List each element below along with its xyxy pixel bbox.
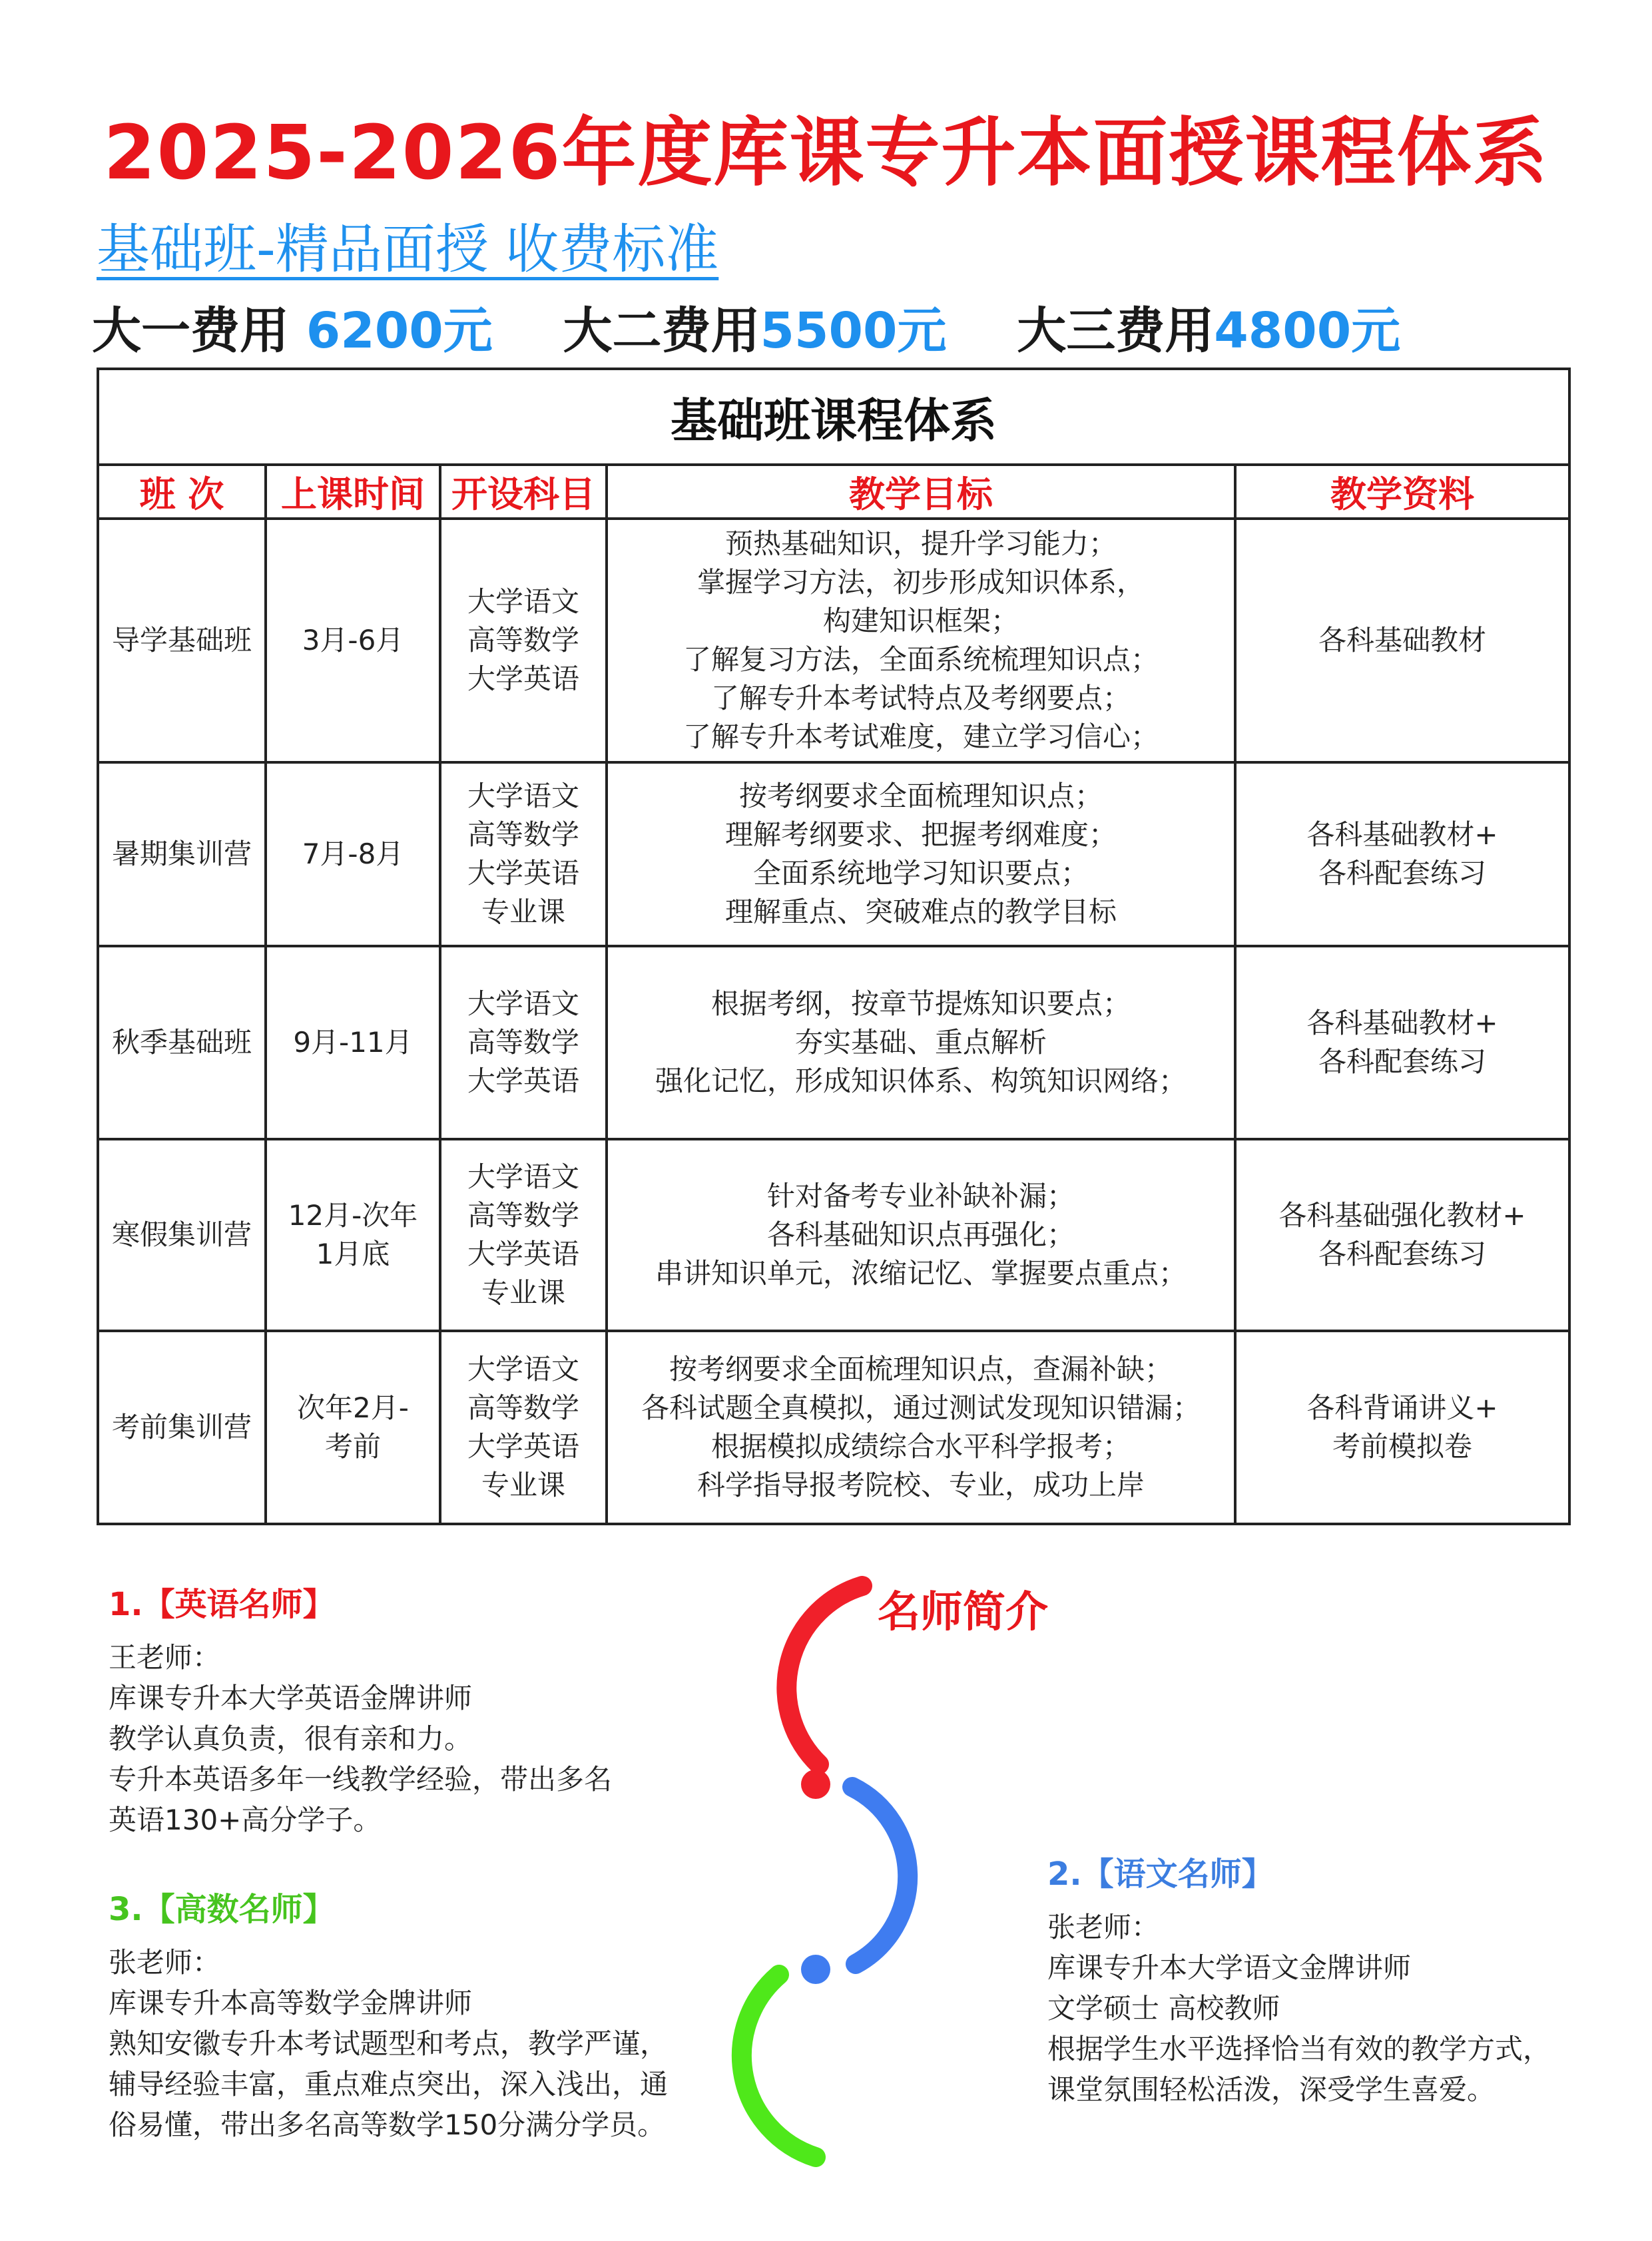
subjects-cell xyxy=(440,519,607,762)
subjects-cell-line: 高等数学 xyxy=(467,1391,579,1424)
table-header-row xyxy=(98,465,1569,519)
subjects-cell-line: 大学英语 xyxy=(467,1238,579,1270)
subjects-cell-line: 高等数学 xyxy=(467,624,579,656)
goals-cell-line: 理解重点、突破难点的教学目标 xyxy=(724,895,1117,928)
fee-amount: 6200元 xyxy=(289,302,493,360)
course-table xyxy=(97,368,1571,1525)
materials-cell xyxy=(1235,762,1569,946)
table-row xyxy=(98,1139,1569,1331)
teacher-line: 库课专升本高等数学金牌讲师 xyxy=(109,1987,473,2019)
subjects-cell-line: 大学英语 xyxy=(467,662,579,695)
materials-cell xyxy=(1235,519,1569,762)
class-name-cell: 寒假集训营 xyxy=(98,1139,266,1331)
goals-cell-line: 串讲知识单元，浓缩记忆、掌握要点重点； xyxy=(655,1257,1187,1290)
subjects-cell-line: 大学语文 xyxy=(467,1353,579,1385)
goals-cell-line: 强化记忆，形成知识体系、构筑知识网络； xyxy=(655,1065,1187,1097)
column-header: 教学目标 xyxy=(607,465,1235,519)
fee-year2 xyxy=(563,292,947,362)
goals-cell-line: 了解专升本考试特点及考纲要点； xyxy=(710,682,1131,714)
math-teacher-heading: 3.【高数名师】 xyxy=(109,1891,335,1928)
fee-label: 大二费用 xyxy=(563,302,760,360)
subjects-cell-line: 大学语文 xyxy=(467,585,579,618)
subjects-cell xyxy=(440,1139,607,1331)
table-row xyxy=(98,519,1569,762)
teacher-line: 熟知安徽专升本考试题型和考点，教学严谨， xyxy=(109,2027,669,2060)
class-name-cell: 导学基础班 xyxy=(98,519,266,762)
materials-cell-line: 各科背诵讲义+ xyxy=(1306,1391,1498,1424)
table-title: 基础班课程体系 xyxy=(98,369,1569,465)
materials-cell xyxy=(1235,946,1569,1139)
table-row xyxy=(98,762,1569,946)
goals-cell-line: 科学指导报考院校、专业，成功上岸 xyxy=(696,1469,1145,1501)
red-arc xyxy=(786,1586,862,1764)
teacher-intro-title: 名师简介 xyxy=(878,1588,1048,1637)
schedule-cell-line: 考前 xyxy=(324,1430,381,1463)
teacher-line: 文学硕士 高校教师 xyxy=(1047,1992,1280,2025)
table-row xyxy=(98,1331,1569,1524)
goals-cell-line: 理解考纲要求、把握考纲难度； xyxy=(724,818,1117,851)
goals-cell-line: 各科基础知识点再强化； xyxy=(766,1218,1075,1251)
teacher-line: 课堂氛围轻松活泼，深受学生喜爱。 xyxy=(1047,2073,1496,2106)
fee-list xyxy=(92,292,1454,362)
materials-cell xyxy=(1235,1331,1569,1524)
fee-label: 大一费用 xyxy=(92,302,289,360)
english-teacher-heading: 1.【英语名师】 xyxy=(109,1586,335,1623)
schedule-cell xyxy=(266,519,440,762)
goals-cell xyxy=(607,1331,1235,1524)
math-teacher-section xyxy=(109,1889,668,2145)
goals-cell xyxy=(607,519,1235,762)
blue-arc xyxy=(852,1787,908,1964)
subjects-cell xyxy=(440,1331,607,1524)
subjects-cell xyxy=(440,762,607,946)
schedule-cell xyxy=(266,946,440,1139)
class-name-cell: 考前集训营 xyxy=(98,1331,266,1524)
class-name-cell: 秋季基础班 xyxy=(98,946,266,1139)
schedule-cell-line: 12月-次年 xyxy=(288,1199,418,1232)
subjects-cell-line: 高等数学 xyxy=(467,1199,579,1232)
materials-cell-line: 考前模拟卷 xyxy=(1332,1430,1472,1463)
teacher-line: 教学认真负责，很有亲和力。 xyxy=(109,1722,473,1755)
goals-cell-line: 根据模拟成绩综合水平科学报考； xyxy=(710,1430,1131,1463)
pricing-subtitle: 基础班-精品面授 收费标准 xyxy=(97,218,719,280)
materials-cell-line: 各科基础教材 xyxy=(1318,624,1486,656)
subjects-cell-line: 大学语文 xyxy=(467,1160,579,1193)
fee-year3 xyxy=(1017,292,1400,362)
teacher-line: 库课专升本大学语文金牌讲师 xyxy=(1047,1951,1412,1984)
green-arc xyxy=(742,1975,816,2157)
fee-amount: 4800元 xyxy=(1214,302,1401,360)
goals-cell-line: 针对备考专业补缺补漏； xyxy=(766,1180,1075,1212)
subjects-cell-line: 大学英语 xyxy=(467,857,579,889)
schedule-cell-line: 9月-11月 xyxy=(293,1026,413,1059)
goals-cell-line: 掌握学习方法，初步形成知识体系， xyxy=(696,566,1145,599)
teacher-line: 专升本英语多年一线教学经验，带出多名 xyxy=(109,1763,613,1796)
schedule-cell-line: 3月-6月 xyxy=(302,624,404,656)
table-row xyxy=(98,946,1569,1139)
fee-amount: 5500元 xyxy=(760,302,947,360)
page-title: 2025-2026年度库课专升本面授课程体系 xyxy=(103,110,1549,196)
materials-cell-line: 各科基础教材+ xyxy=(1306,1007,1498,1039)
subjects-cell-line: 专业课 xyxy=(481,895,565,928)
goals-cell-line: 了解专升本考试难度，建立学习信心； xyxy=(683,720,1159,753)
teacher-line: 辅导经验丰富，重点难点突出，深入浅出，通 xyxy=(109,2068,669,2101)
goals-cell xyxy=(607,762,1235,946)
materials-cell xyxy=(1235,1139,1569,1331)
schedule-cell xyxy=(266,762,440,946)
subjects-cell-line: 专业课 xyxy=(481,1469,565,1501)
blue-dot xyxy=(801,1955,830,1984)
subjects-cell xyxy=(440,946,607,1139)
column-header: 开设科目 xyxy=(440,465,607,519)
schedule-cell-line: 次年2月- xyxy=(297,1391,409,1424)
schedule-cell xyxy=(266,1331,440,1524)
goals-cell-line: 预热基础知识，提升学习能力； xyxy=(724,527,1117,560)
teacher-line: 王老师： xyxy=(109,1641,221,1674)
goals-cell-line: 各科试题全真模拟，通过测试发现知识错漏； xyxy=(641,1391,1201,1424)
goals-cell xyxy=(607,946,1235,1139)
column-header: 班 次 xyxy=(98,465,266,519)
s-curve-decoration xyxy=(692,1571,972,2170)
goals-cell-line: 了解复习方法，全面系统梳理知识点； xyxy=(683,643,1159,676)
subjects-cell-line: 高等数学 xyxy=(467,1026,579,1059)
subjects-cell-line: 大学语文 xyxy=(467,780,579,812)
chinese-teacher-section xyxy=(1047,1854,1551,2110)
class-name-cell: 暑期集训营 xyxy=(98,762,266,946)
teacher-line: 英语130+高分学子。 xyxy=(109,1804,382,1836)
subjects-cell-line: 大学语文 xyxy=(467,987,579,1020)
teacher-line: 库课专升本大学英语金牌讲师 xyxy=(109,1682,473,1714)
goals-cell-line: 按考纲要求全面梳理知识点，查漏补缺； xyxy=(669,1353,1173,1385)
subjects-cell-line: 专业课 xyxy=(481,1276,565,1309)
fee-year1 xyxy=(92,292,493,362)
subjects-cell-line: 大学英语 xyxy=(467,1430,579,1463)
subjects-cell-line: 高等数学 xyxy=(467,818,579,851)
subjects-cell-line: 大学英语 xyxy=(467,1065,579,1097)
schedule-cell xyxy=(266,1139,440,1331)
goals-cell-line: 全面系统地学习知识要点； xyxy=(752,857,1089,889)
red-dot xyxy=(801,1770,830,1799)
goals-cell-line: 根据考纲，按章节提炼知识要点； xyxy=(710,987,1131,1020)
materials-cell-line: 各科配套练习 xyxy=(1318,1045,1486,1078)
schedule-cell-line: 7月-8月 xyxy=(302,838,404,870)
goals-cell-line: 构建知识框架； xyxy=(822,605,1019,637)
materials-cell-line: 各科基础强化教材+ xyxy=(1278,1199,1526,1232)
teacher-line: 张老师： xyxy=(109,1946,221,1979)
materials-cell-line: 各科基础教材+ xyxy=(1306,818,1498,851)
goals-cell-line: 按考纲要求全面梳理知识点； xyxy=(738,780,1103,812)
teacher-line: 根据学生水平选择恰当有效的教学方式， xyxy=(1047,2033,1551,2065)
teacher-line: 俗易懂，带出多名高等数学150分满分学员。 xyxy=(109,2109,666,2141)
column-header: 上课时间 xyxy=(266,465,440,519)
chinese-teacher-heading: 2.【语文名师】 xyxy=(1047,1856,1274,1893)
column-header: 教学资料 xyxy=(1235,465,1569,519)
teacher-line: 张老师： xyxy=(1047,1911,1160,1943)
goals-cell xyxy=(607,1139,1235,1331)
materials-cell-line: 各科配套练习 xyxy=(1318,857,1486,889)
schedule-cell-line: 1月底 xyxy=(316,1238,390,1270)
english-teacher-section xyxy=(109,1585,612,1840)
materials-cell-line: 各科配套练习 xyxy=(1318,1238,1486,1270)
fee-label: 大三费用 xyxy=(1017,302,1215,360)
goals-cell-line: 夯实基础、重点解析 xyxy=(794,1026,1047,1059)
